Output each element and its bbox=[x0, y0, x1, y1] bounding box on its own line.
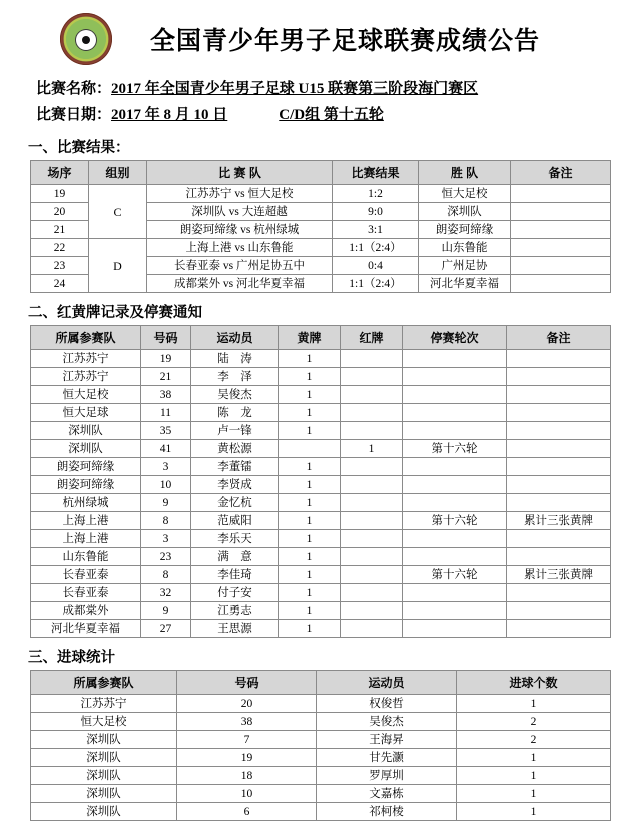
cell-team: 江苏苏宁 bbox=[31, 350, 141, 368]
cell-number: 10 bbox=[141, 476, 191, 494]
cell-number: 18 bbox=[177, 767, 317, 785]
cell-yellow-card: 1 bbox=[279, 602, 341, 620]
cell-team: 成都棠外 bbox=[31, 602, 141, 620]
table-row bbox=[31, 548, 611, 566]
section-heading-results: 一、比赛结果： bbox=[28, 140, 130, 156]
cell-teams: 深圳队 vs 大连超越 bbox=[147, 203, 333, 221]
table-row bbox=[31, 386, 611, 404]
col-header-teams: 比 赛 队 bbox=[147, 161, 333, 185]
cell-note bbox=[507, 458, 611, 476]
cell-yellow-card bbox=[279, 440, 341, 458]
cell-teams: 朗姿珂缔缘 vs 杭州绿城 bbox=[147, 221, 333, 239]
cell-note bbox=[507, 530, 611, 548]
col-header-note: 备注 bbox=[511, 161, 611, 185]
cell-team: 杭州绿城 bbox=[31, 494, 141, 512]
table-row bbox=[31, 368, 611, 386]
cell-note bbox=[507, 440, 611, 458]
cell-group: D bbox=[89, 239, 147, 293]
cell-player: 李 泽 bbox=[191, 368, 279, 386]
cell-red-card bbox=[341, 458, 403, 476]
cell-player: 卢一锋 bbox=[191, 422, 279, 440]
cell-winner: 恒大足校 bbox=[419, 185, 511, 203]
table-row bbox=[31, 767, 611, 785]
cell-red-card bbox=[341, 350, 403, 368]
cell-suspension bbox=[403, 404, 507, 422]
cell-team: 深圳队 bbox=[31, 785, 177, 803]
cell-yellow-card: 1 bbox=[279, 494, 341, 512]
cell-team: 上海上港 bbox=[31, 512, 141, 530]
cell-suspension bbox=[403, 602, 507, 620]
cell-player: 付子安 bbox=[191, 584, 279, 602]
cell-team: 朗姿珂缔缘 bbox=[31, 476, 141, 494]
col-header-match-no: 场序 bbox=[31, 161, 89, 185]
cell-match-no: 21 bbox=[31, 221, 89, 239]
cell-player: 李佳琦 bbox=[191, 566, 279, 584]
cell-player: 江勇志 bbox=[191, 602, 279, 620]
competition-name-value: 2017 年全国青少年男子足球 U15 联赛第三阶段海门赛区 bbox=[111, 81, 479, 97]
cell-yellow-card: 1 bbox=[279, 350, 341, 368]
cell-red-card bbox=[341, 584, 403, 602]
table-row bbox=[31, 530, 611, 548]
cell-suspension bbox=[403, 584, 507, 602]
cell-number: 38 bbox=[177, 713, 317, 731]
col-header-red-card: 红牌 bbox=[341, 326, 403, 350]
cell-yellow-card: 1 bbox=[279, 548, 341, 566]
cell-team: 朗姿珂缔缘 bbox=[31, 458, 141, 476]
cell-suspension bbox=[403, 494, 507, 512]
table-row bbox=[31, 476, 611, 494]
table-row bbox=[31, 731, 611, 749]
cell-suspension: 第十六轮 bbox=[403, 440, 507, 458]
cell-number: 9 bbox=[141, 602, 191, 620]
results-table-wrapper bbox=[0, 160, 640, 293]
cell-player: 范威阳 bbox=[191, 512, 279, 530]
cell-player: 王思源 bbox=[191, 620, 279, 638]
cell-suspension: 第十六轮 bbox=[403, 512, 507, 530]
cell-number: 8 bbox=[141, 566, 191, 584]
cell-suspension bbox=[403, 548, 507, 566]
table-row bbox=[31, 566, 611, 584]
cell-suspension bbox=[403, 350, 507, 368]
cell-score: 0:4 bbox=[333, 257, 419, 275]
table-row bbox=[31, 185, 611, 203]
cell-team: 深圳队 bbox=[31, 749, 177, 767]
cell-note bbox=[511, 257, 611, 275]
cell-number: 6 bbox=[177, 803, 317, 821]
cell-match-no: 22 bbox=[31, 239, 89, 257]
meta-block bbox=[0, 72, 640, 128]
cell-winner: 广州足协 bbox=[419, 257, 511, 275]
section-heading-goals: 三、进球统计 bbox=[28, 650, 115, 666]
cell-goal-count: 2 bbox=[457, 713, 611, 731]
cell-teams: 上海上港 vs 山东鲁能 bbox=[147, 239, 333, 257]
cell-player: 吴俊杰 bbox=[317, 713, 457, 731]
cell-number: 38 bbox=[141, 386, 191, 404]
cell-score: 3:1 bbox=[333, 221, 419, 239]
cell-yellow-card: 1 bbox=[279, 476, 341, 494]
col-header-number: 号码 bbox=[141, 326, 191, 350]
competition-date-label: 比赛日期： bbox=[36, 107, 112, 123]
cell-winner: 朗姿珂缔缘 bbox=[419, 221, 511, 239]
cell-score: 9:0 bbox=[333, 203, 419, 221]
cell-yellow-card: 1 bbox=[279, 422, 341, 440]
cell-note bbox=[511, 203, 611, 221]
competition-name-label: 比赛名称： bbox=[36, 81, 112, 97]
cards-table-wrapper bbox=[0, 325, 640, 638]
cell-note: 累计三张黄牌 bbox=[507, 566, 611, 584]
cell-suspension bbox=[403, 422, 507, 440]
table-row bbox=[31, 620, 611, 638]
cell-team: 深圳队 bbox=[31, 440, 141, 458]
cell-goal-count: 1 bbox=[457, 803, 611, 821]
cell-red-card bbox=[341, 476, 403, 494]
cell-player: 甘先灏 bbox=[317, 749, 457, 767]
cell-number: 3 bbox=[141, 458, 191, 476]
col-header-score: 比赛结果 bbox=[333, 161, 419, 185]
competition-date-value: 2017 年 8 月 10 日 bbox=[111, 107, 228, 123]
cell-number: 19 bbox=[141, 350, 191, 368]
table-header-row bbox=[31, 161, 611, 185]
cell-match-no: 20 bbox=[31, 203, 89, 221]
cell-team: 上海上港 bbox=[31, 530, 141, 548]
cell-goal-count: 1 bbox=[457, 695, 611, 713]
cell-note bbox=[507, 368, 611, 386]
cell-suspension: 第十六轮 bbox=[403, 566, 507, 584]
cell-red-card bbox=[341, 530, 403, 548]
cell-teams: 长春亚泰 vs 广州足协五中 bbox=[147, 257, 333, 275]
cell-player: 黄松源 bbox=[191, 440, 279, 458]
cell-suspension bbox=[403, 386, 507, 404]
cell-score: 1:1（2:4） bbox=[333, 275, 419, 293]
table-row bbox=[31, 422, 611, 440]
table-header-row bbox=[31, 671, 611, 695]
cell-note bbox=[511, 185, 611, 203]
table-row bbox=[31, 239, 611, 257]
cell-red-card bbox=[341, 548, 403, 566]
cell-winner: 深圳队 bbox=[419, 203, 511, 221]
table-row bbox=[31, 749, 611, 767]
cell-note bbox=[507, 584, 611, 602]
cell-player: 吴俊杰 bbox=[191, 386, 279, 404]
cell-note: 累计三张黄牌 bbox=[507, 512, 611, 530]
cell-team: 长春亚泰 bbox=[31, 584, 141, 602]
cell-player: 王海昇 bbox=[317, 731, 457, 749]
table-row bbox=[31, 494, 611, 512]
cell-number: 21 bbox=[141, 368, 191, 386]
cell-player: 李乐天 bbox=[191, 530, 279, 548]
cell-red-card bbox=[341, 566, 403, 584]
cell-match-no: 23 bbox=[31, 257, 89, 275]
cell-score: 1:2 bbox=[333, 185, 419, 203]
cell-red-card bbox=[341, 602, 403, 620]
col-header-note: 备注 bbox=[507, 326, 611, 350]
document-header bbox=[0, 0, 640, 72]
cards-table bbox=[30, 325, 611, 638]
cell-team: 恒大足球 bbox=[31, 404, 141, 422]
cell-player: 李贤成 bbox=[191, 476, 279, 494]
cell-note bbox=[511, 239, 611, 257]
cell-note bbox=[507, 350, 611, 368]
cell-match-no: 24 bbox=[31, 275, 89, 293]
cell-winner: 河北华夏幸福 bbox=[419, 275, 511, 293]
cell-suspension bbox=[403, 530, 507, 548]
cell-player: 陆 涛 bbox=[191, 350, 279, 368]
cell-number: 8 bbox=[141, 512, 191, 530]
col-header-yellow-card: 黄牌 bbox=[279, 326, 341, 350]
cell-team: 河北华夏幸福 bbox=[31, 620, 141, 638]
table-row bbox=[31, 458, 611, 476]
cell-yellow-card: 1 bbox=[279, 566, 341, 584]
cell-yellow-card: 1 bbox=[279, 368, 341, 386]
cell-red-card: 1 bbox=[341, 440, 403, 458]
cell-note bbox=[507, 386, 611, 404]
cell-suspension bbox=[403, 620, 507, 638]
cell-number: 27 bbox=[141, 620, 191, 638]
col-header-group: 组别 bbox=[89, 161, 147, 185]
cell-yellow-card: 1 bbox=[279, 530, 341, 548]
cell-team: 深圳队 bbox=[31, 422, 141, 440]
football-emblem-icon bbox=[60, 13, 112, 65]
cell-note bbox=[511, 275, 611, 293]
cell-number: 41 bbox=[141, 440, 191, 458]
cell-yellow-card: 1 bbox=[279, 620, 341, 638]
cell-winner: 山东鲁能 bbox=[419, 239, 511, 257]
col-header-number: 号码 bbox=[177, 671, 317, 695]
col-header-player: 运动员 bbox=[191, 326, 279, 350]
cell-match-no: 19 bbox=[31, 185, 89, 203]
emblem-ring bbox=[60, 13, 112, 65]
cell-team: 长春亚泰 bbox=[31, 566, 141, 584]
cell-team: 恒大足校 bbox=[31, 386, 141, 404]
cell-note bbox=[507, 476, 611, 494]
col-header-suspension: 停赛轮次 bbox=[403, 326, 507, 350]
cell-red-card bbox=[341, 620, 403, 638]
table-row bbox=[31, 602, 611, 620]
cell-note bbox=[507, 548, 611, 566]
cell-player: 陈 龙 bbox=[191, 404, 279, 422]
cell-player: 满 意 bbox=[191, 548, 279, 566]
competition-name-line bbox=[36, 76, 640, 102]
col-header-team: 所属参赛队 bbox=[31, 326, 141, 350]
cell-player: 权俊哲 bbox=[317, 695, 457, 713]
cell-group: C bbox=[89, 185, 147, 239]
cell-player: 李董镭 bbox=[191, 458, 279, 476]
table-row bbox=[31, 404, 611, 422]
table-row bbox=[31, 695, 611, 713]
table-header-row bbox=[31, 326, 611, 350]
cell-player: 文嘉栋 bbox=[317, 785, 457, 803]
cell-red-card bbox=[341, 386, 403, 404]
cell-number: 3 bbox=[141, 530, 191, 548]
cell-yellow-card: 1 bbox=[279, 386, 341, 404]
cell-suspension bbox=[403, 458, 507, 476]
competition-date-line bbox=[36, 102, 640, 128]
cell-number: 10 bbox=[177, 785, 317, 803]
cell-teams: 成都棠外 vs 河北华夏幸福 bbox=[147, 275, 333, 293]
cell-red-card bbox=[341, 512, 403, 530]
cell-red-card bbox=[341, 404, 403, 422]
cell-note bbox=[507, 422, 611, 440]
cell-player: 罗厚圳 bbox=[317, 767, 457, 785]
table-row bbox=[31, 350, 611, 368]
cell-teams: 江苏苏宁 vs 恒大足校 bbox=[147, 185, 333, 203]
col-header-goal-count: 进球个数 bbox=[457, 671, 611, 695]
table-row bbox=[31, 785, 611, 803]
col-header-team: 所属参赛队 bbox=[31, 671, 177, 695]
cell-note bbox=[507, 404, 611, 422]
cell-number: 20 bbox=[177, 695, 317, 713]
cell-number: 11 bbox=[141, 404, 191, 422]
cell-red-card bbox=[341, 368, 403, 386]
goals-table bbox=[30, 670, 611, 821]
cell-number: 19 bbox=[177, 749, 317, 767]
cell-player: 祁柯棱 bbox=[317, 803, 457, 821]
cell-note bbox=[507, 602, 611, 620]
cell-number: 35 bbox=[141, 422, 191, 440]
section-heading-cards: 二、红黄牌记录及停赛通知 bbox=[28, 305, 202, 321]
cell-team: 深圳队 bbox=[31, 803, 177, 821]
cell-note bbox=[507, 494, 611, 512]
col-header-winner: 胜 队 bbox=[419, 161, 511, 185]
cell-player: 金忆杭 bbox=[191, 494, 279, 512]
cell-red-card bbox=[341, 422, 403, 440]
cell-suspension bbox=[403, 368, 507, 386]
cell-team: 深圳队 bbox=[31, 767, 177, 785]
cell-yellow-card: 1 bbox=[279, 404, 341, 422]
cell-number: 32 bbox=[141, 584, 191, 602]
cell-team: 山东鲁能 bbox=[31, 548, 141, 566]
table-row bbox=[31, 713, 611, 731]
cell-team: 深圳队 bbox=[31, 731, 177, 749]
cell-note bbox=[507, 620, 611, 638]
cell-team: 恒大足校 bbox=[31, 713, 177, 731]
col-header-player: 运动员 bbox=[317, 671, 457, 695]
cell-team: 江苏苏宁 bbox=[31, 695, 177, 713]
page-title: 全国青少年男子足球联赛成绩公告 bbox=[150, 27, 541, 55]
table-row bbox=[31, 584, 611, 602]
cell-yellow-card: 1 bbox=[279, 512, 341, 530]
cell-goal-count: 1 bbox=[457, 767, 611, 785]
cell-yellow-card: 1 bbox=[279, 584, 341, 602]
cell-score: 1:1（2:4） bbox=[333, 239, 419, 257]
goals-table-wrapper bbox=[0, 670, 640, 821]
cell-goal-count: 2 bbox=[457, 731, 611, 749]
cell-suspension bbox=[403, 476, 507, 494]
cell-red-card bbox=[341, 494, 403, 512]
group-round-value: C/D组 第十五轮 bbox=[279, 107, 384, 123]
cell-number: 9 bbox=[141, 494, 191, 512]
table-row bbox=[31, 803, 611, 821]
cell-note bbox=[511, 221, 611, 239]
cell-team: 江苏苏宁 bbox=[31, 368, 141, 386]
cell-number: 7 bbox=[177, 731, 317, 749]
table-row bbox=[31, 512, 611, 530]
cell-goal-count: 1 bbox=[457, 749, 611, 767]
cell-yellow-card: 1 bbox=[279, 458, 341, 476]
table-row bbox=[31, 440, 611, 458]
cell-number: 23 bbox=[141, 548, 191, 566]
cell-goal-count: 1 bbox=[457, 785, 611, 803]
results-table bbox=[30, 160, 611, 293]
